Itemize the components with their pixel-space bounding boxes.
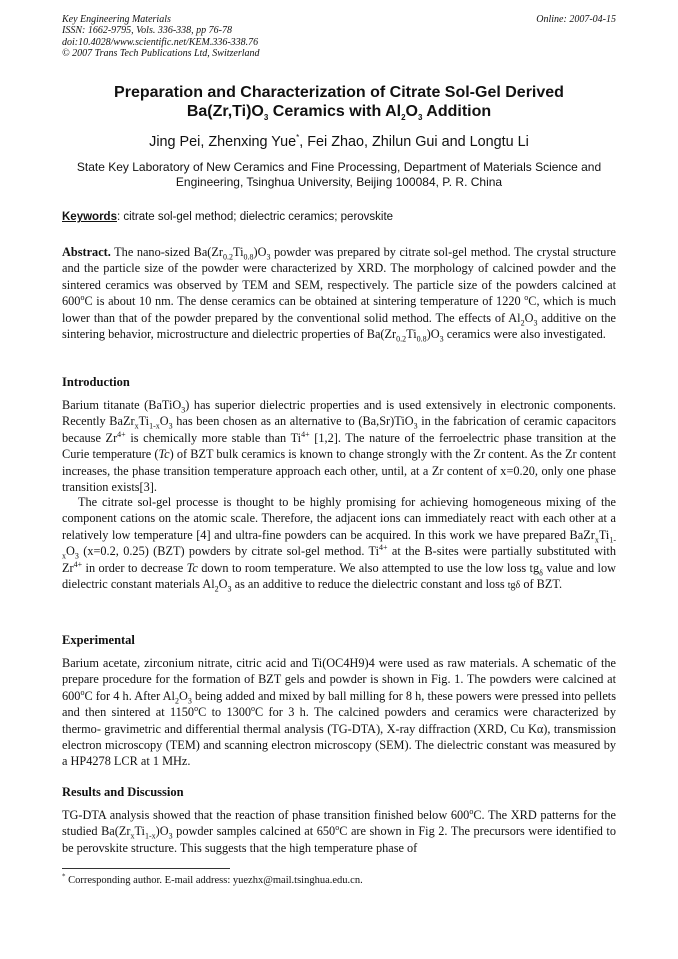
title-line-2: $Ba(Zr,Ti)O_3$ Ceramics with $Al_2O_3$ Addition <box>186 103 492 123</box>
paper-title <box>62 83 616 121</box>
keywords-label: Keywords <box>62 211 117 223</box>
journal-name: Key Engineering Materials <box>62 14 171 25</box>
keywords: Keywords: citrate sol-gel method; dielectric ceramics; perovskite <box>62 211 394 223</box>
experimental-paragraph: Barium acetate, zirconium nitrate, citric acid and Ti(OC4H9)4 were used as raw materials. A schematic of the prepare procedure for the formation of BZT gels and powder is shown in Fig. 1. The powders were calcined at 600$^o$C for 4 h. After $Al_2O_3$ being added and mixed by ball milling for 8 h, these powers were pressed into pellets and then sintered at 1150$^o$C to 1300$^o$C for 3 h. The calcined powders and ceramics were characterized by thermo- gravimetric and differential thermal analysis (TG-DTA), X-ray diffraction (XRD, Cu Kα), transmission electron microscopy (TEM) and scanning electron microscopy (SEM). The dielectric constant was measured by a HP4278 LCR at 1 MHz. <box>62 656 616 769</box>
copyright-line: © 2007 Trans Tech Publications Ltd, Switzerland <box>62 48 260 60</box>
footnote <box>62 872 363 886</box>
abstract: Abstract. The nano-sized $Ba(Zr_{0.2}Ti_{0.8})O_3$ powder was prepared by citrate sol-gel method. The crystal structure and the particle size of the powder were characterized by XRD. The morphology of calcined powder and the sintered ceramics was observed by TEM and SEM, respectively. The particle size of the powders calcined at 600$^o$C is about 10 nm. The dense ceramics can be obtained at sintering temperature of 1220 $^o$C, which is much lower than that of the powder prepared by the conventional solid method. The effects of $Al_2O_3$ additive on the sintering behavior, microstructure and dielectric properties of $Ba(Zr_{0.2}Ti_{0.8})O_3$ ceramics were also investigated. <box>62 245 616 344</box>
online-date: Online: 2007-04-15 <box>536 14 616 25</box>
corresponding-mark: * <box>296 133 300 143</box>
abstract-label: Abstract. <box>62 245 111 259</box>
footnote-text: Corresponding author. E-mail address: yuezhx@mail.tsinghua.edu.cn. <box>65 875 363 886</box>
results-paragraph: TG-DTA analysis showed that the reaction of phase transition finished below 600$^o$C. The XRD patterns for the studied $Ba(Zr_xTi_{1-x})O_3$ powder samples calcined at 650$^o$C are shown in Fig 2. The precursors were identified to be perovskite structure. This suggests that the high temperature phase of <box>62 806 616 855</box>
title-line-1: Preparation and Characterization of Citrate Sol-Gel Derived <box>114 84 564 101</box>
author-list: Jing Pei, Zhenxing Yue*, Fei Zhao, Zhilun Gui and Longtu Li <box>149 133 529 150</box>
footnote-mark: * <box>62 872 66 881</box>
affiliation: State Key Laboratory of New Ceramics and Fine Processing, Department of Materials Science and Engineering, Tsinghua University, Beijing 100084, P. R. China <box>76 160 602 189</box>
introduction-heading: Introduction <box>62 375 130 389</box>
experimental-heading: Experimental <box>62 633 135 647</box>
footnote-divider <box>62 868 230 869</box>
journal-header <box>62 14 616 60</box>
issn-line: ISSN: 1662-9795, Vols. 336-338, pp 76-78 <box>62 25 232 37</box>
keywords-text: citrate sol-gel method; dielectric ceramics; perovskite <box>120 211 394 223</box>
results-heading: Results and Discussion <box>62 785 184 799</box>
introduction-paragraph-1: Barium titanate (BaTiO$_3$) has superior dielectric properties and is used extensively in electronic components. Recently $BaZr_xTi_{1-x}O_3$ has been chosen as an alternative to (Ba,Sr)TiO$_3$ in the fabrication of ceramic capacitors because $Zr^{4+}$ is chemically more stable than $Ti^{4+}$ [1,2]. The nature of the ferroelectric phase transition at the Curie temperature (Tc) of BZT bulk ceramics is known to change strongly with the Zr content. As the Zr content increases, the phase transition temperature approach each other, until, at a Zr content of x=0.20, only one phase transition exists[3]. <box>62 398 616 495</box>
introduction-paragraph-2: The citrate sol-gel processe is thought to be highly promising for achieving homogeneous mixing of the component cations on the atomic scale. Therefore, the adjacent ions can immediately react with each other at a relatively low temperature [4] and ultra-fine powders can be acquired. In this work we have prepared $BaZr_xTi_{1-x}O_3$ (x=0.2, 0.25) (BZT) powders by citrate sol-gel method. $Ti^{4+}$ at the B-sites were partially substituted with $Zr^{4+}$ in order to decrease Tc down to room temperature. We also attempted to use the low loss $tg_\delta$ value and low dielectric constant materials $Al_2O_3$ as an additive to reduce the dielectric constant and loss tgδ of BZT. <box>62 495 617 594</box>
doi-line: doi:10.4028/www.scientific.net/KEM.336-338.76 <box>62 36 259 48</box>
